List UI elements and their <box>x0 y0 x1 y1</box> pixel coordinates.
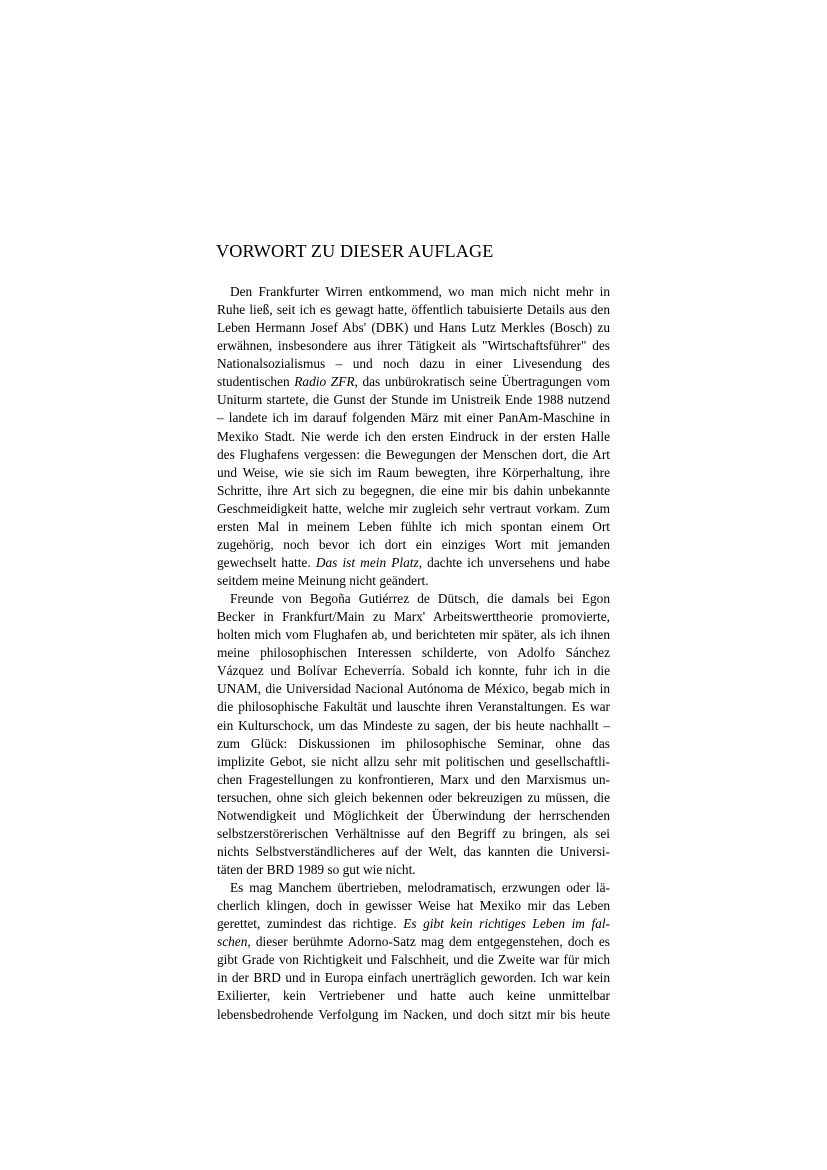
text-line <box>217 753 610 771</box>
text-segment: seitdem meine Meinung nicht geändert. <box>217 573 429 588</box>
text-segment: Den Frankfurter Wirren entkommend, wo man mich nicht mehr in <box>230 284 610 299</box>
text-line <box>217 843 610 861</box>
text-segment: Ruhe ließ, seit ich es gewagt hatte, öffentlich tabuisierte Details aus den <box>217 302 610 318</box>
text-segment: gewechselt hatte. <box>217 554 316 570</box>
text-line <box>217 789 610 807</box>
text-line <box>217 825 610 843</box>
text-line <box>217 698 610 716</box>
italic-text: Das ist mein Platz <box>315 554 419 570</box>
text-line <box>217 626 610 644</box>
text-line <box>217 446 610 464</box>
body-text <box>217 283 610 1024</box>
text-line <box>217 969 610 987</box>
text-line <box>217 680 610 698</box>
text-line <box>217 879 610 897</box>
text-segment: selbstzerstörerischen Verhältnisse auf den Begriff zu bringen, als sei <box>217 825 610 841</box>
text-line <box>217 771 610 789</box>
text-line <box>217 464 610 482</box>
text-segment: studentischen <box>217 374 295 390</box>
text-line <box>217 861 610 879</box>
text-segment: Schritte, ihre Art sich zu begegnen, die eine mir bis dahin unbekannte <box>217 482 610 498</box>
italic-text: schen <box>217 934 248 950</box>
text-line <box>217 951 610 969</box>
text-line <box>217 1006 610 1024</box>
text-line <box>217 662 610 680</box>
text-line <box>217 717 610 735</box>
text-segment: Es mag Manchem übertrieben, melodramatisch, erzwungen oder lä- <box>230 880 610 896</box>
text-line <box>217 500 610 518</box>
text-segment: in der BRD und in Europa einfach unerträglich geworden. Ich war kein <box>217 970 610 986</box>
text-segment: Geschmeidigkeit hatte, welche mir zugleich sehr vertraut vorkam. Zum <box>217 500 610 516</box>
text-segment: gibt Grade von Richtigkeit und Falschheit, und die Zweite war für mich <box>217 952 610 968</box>
text-line <box>217 933 610 951</box>
text-segment: , dachte ich unversehens und habe <box>418 554 610 570</box>
text-line <box>217 572 610 590</box>
text-line <box>217 373 610 391</box>
text-segment: chen Fragestellungen zu konfrontieren, Marx und den Marxismus un- <box>217 771 610 787</box>
text-segment: lebensbedrohende Verfolgung im Nacken, und doch sitzt mir bis heute <box>217 1006 610 1022</box>
text-line <box>217 301 610 319</box>
text-line <box>217 283 610 301</box>
text-segment: erwähnen, insbesondere aus ihrer Tätigkeit als "Wirtschaftsführer" des <box>217 338 610 354</box>
text-segment: cherlich klingen, doch in gewisser Weise hat Mexiko mir das Leben <box>217 898 610 914</box>
text-segment: die philosophische Fakultät und lauschte ihren Veranstaltungen. Es war <box>217 699 610 715</box>
text-line <box>217 554 610 572</box>
text-line <box>217 391 610 409</box>
text-segment: , dieser berühmte Adorno-Satz mag dem entgegenstehen, doch es <box>247 934 610 950</box>
text-line <box>217 536 610 554</box>
italic-text: Radio ZFR <box>294 374 355 390</box>
text-segment: des Flughafens vergessen: die Bewegungen der Menschen dort, die Art <box>217 446 610 462</box>
text-segment: Mexiko Stadt. Nie werde ich den ersten Eindruck in der ersten Halle <box>217 428 610 444</box>
text-line <box>217 590 610 608</box>
text-segment: – landete ich im darauf folgenden März mit einer PanAm-Maschine in <box>217 410 610 426</box>
text-segment: tersuchen, ohne sich gleich bekennen oder bekreuzigen zu müssen, die <box>217 789 610 805</box>
text-segment: zugehörig, noch bevor ich dort ein einziges Wort mit jemanden <box>217 536 610 552</box>
text-segment: ein Kulturschock, um das Mindeste zu sagen, der bis heute nachhallt – <box>217 717 610 733</box>
text-segment: holten mich vom Flughafen ab, und berichteten mir später, als ich ihnen <box>217 627 610 643</box>
text-segment: täten der BRD 1989 so gut wie nicht. <box>217 862 416 877</box>
text-line <box>217 915 610 933</box>
text-line <box>217 482 610 500</box>
text-line <box>217 807 610 825</box>
text-segment: implizite Gebot, sie nicht allzu sehr mit politischen und gesellschaftli- <box>217 753 610 769</box>
page-title: VORWORT ZU DIESER AUFLAGE <box>216 241 494 261</box>
text-segment: Vázquez und Bolívar Echeverría. Sobald ich konnte, fuhr ich in die <box>217 663 610 679</box>
text-line <box>217 644 610 662</box>
text-segment: Notwendigkeit und Möglichkeit der Überwindung der herrschenden <box>217 807 610 823</box>
text-line <box>217 409 610 427</box>
text-line <box>217 428 610 446</box>
text-segment: Exilierter, kein Vertriebener und hatte auch keine unmittelbar <box>217 988 610 1004</box>
text-line <box>217 735 610 753</box>
text-segment: Freunde von Begoña Gutiérrez de Dütsch, die damals bei Egon <box>230 591 610 607</box>
text-segment: gerettet, zumindest das richtige. <box>217 916 404 932</box>
text-segment: ersten Mal in meinem Leben fühlte ich mich spontan einem Ort <box>217 518 610 534</box>
text-line <box>217 518 610 536</box>
text-segment: Uniturm startete, die Gunst der Stunde im Unistreik Ende 1988 nutzend <box>217 392 610 408</box>
text-segment: zum Glück: Diskussionen im philosophische Seminar, ohne das <box>217 735 610 751</box>
text-segment: meine philosophischen Interessen schilderte, von Adolfo Sánchez <box>217 645 610 661</box>
text-line <box>217 337 610 355</box>
text-segment: Nationalsozialismus – und noch dazu in einer Livesendung des <box>217 356 610 372</box>
text-segment: UNAM, die Universidad Nacional Autónoma de México, begab mich in <box>217 681 610 697</box>
text-segment: Leben Hermann Josef Abs' (DBK) und Hans Lutz Merkles (Bosch) zu <box>217 320 610 336</box>
text-segment: , das unbürokratisch seine Übertragungen vom <box>354 374 610 390</box>
text-line <box>217 355 610 373</box>
text-line <box>217 987 610 1005</box>
text-line <box>217 608 610 626</box>
text-segment: Becker in Frankfurt/Main zu Marx' Arbeitswerttheorie promovierte, <box>217 609 610 625</box>
text-line <box>217 897 610 915</box>
text-segment: nichts Selbstverständlicheres auf der Welt, das kannten die Universi- <box>217 843 610 859</box>
italic-text: Es gibt kein richtiges Leben im fal- <box>403 916 610 932</box>
text-segment: und Weise, wie sie sich im Raum bewegten, ihre Körperhaltung, ihre <box>217 464 610 480</box>
text-line <box>217 319 610 337</box>
